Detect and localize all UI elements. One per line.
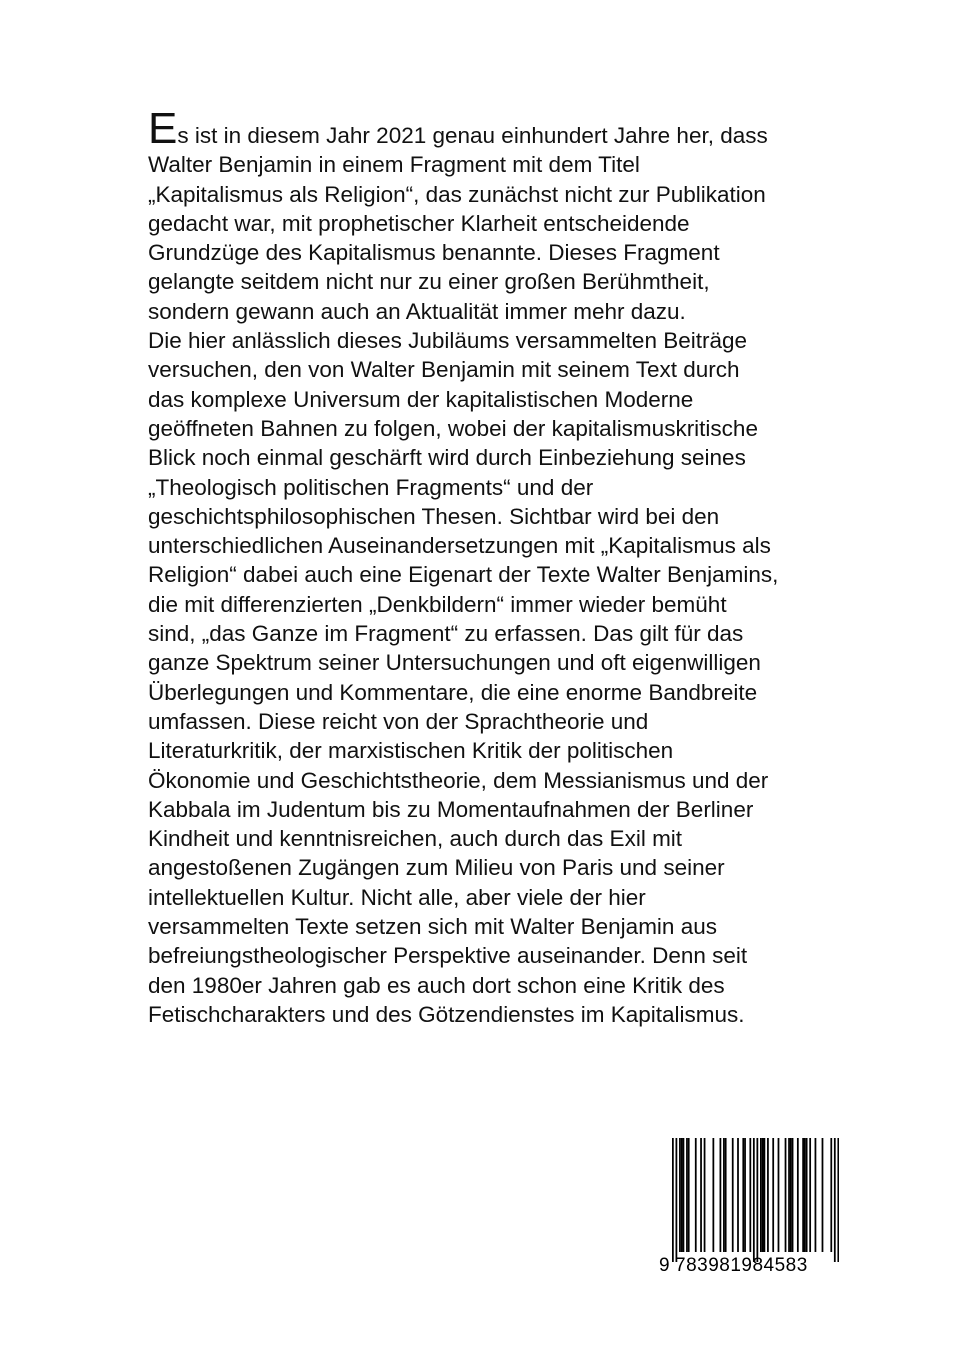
isbn-digits: 783981984583 [675, 1255, 808, 1276]
barcode-bar [679, 1138, 681, 1252]
blurb-line: Literaturkritik, der marxistischen Kritik der politischen [148, 738, 674, 764]
barcode-bar [683, 1138, 685, 1252]
barcode-bar [725, 1138, 727, 1252]
barcode-guard-bar [756, 1138, 758, 1262]
blurb-line: angestoßenen Zugängen zum Milieu von Paris und seiner [148, 855, 725, 881]
barcode-bar [785, 1138, 787, 1252]
blurb-line: Blick noch einmal geschärft wird durch Einbeziehung seines [148, 445, 746, 471]
barcode-bar [760, 1138, 762, 1252]
drop-cap: E [148, 104, 178, 153]
barcode-bar [802, 1138, 804, 1252]
barcode-bar [688, 1138, 690, 1252]
isbn-number [655, 1254, 839, 1278]
isbn-first-digit: 9 [659, 1255, 670, 1276]
blurb-line: „Theologisch politischen Fragments“ und der [148, 474, 594, 500]
blurb-line: gedacht war, mit prophetischer Klarheit entscheidende [148, 210, 690, 236]
blurb-line: Kindheit und kenntnisreichen, auch durch das Exil mit [148, 826, 683, 852]
barcode-bar [732, 1138, 734, 1252]
back-cover-blurb [148, 104, 868, 1029]
barcode-guard-bar [834, 1138, 836, 1262]
barcode-bar [764, 1138, 766, 1252]
barcode-bar [792, 1138, 794, 1252]
barcode-guard-bar [837, 1138, 839, 1262]
blurb-line: die mit differenzierten „Denkbildern“ immer wieder bemüht [148, 591, 727, 617]
blurb-line: Religion“ dabei auch eine Eigenart der Texte Walter Benjamins, [148, 562, 779, 588]
barcode-bar [681, 1138, 683, 1252]
blurb-line: gelangte seitdem nicht nur zu einer großen Berühmtheit, [148, 269, 710, 295]
blurb-line: Es ist in diesem Jahr 2021 genau einhundert Jahre her, dass [148, 104, 768, 153]
barcode-guard-bar [676, 1138, 678, 1262]
blurb-line: „Kapitalismus als Religion“, das zunächst nicht zur Publikation [148, 181, 766, 207]
barcode-bar [778, 1138, 780, 1252]
barcode-guard-bar [753, 1138, 755, 1262]
blurb-line: versuchen, den von Walter Benjamin mit seinem Text durch [148, 357, 740, 383]
blurb-line: den 1980er Jahren gab es auch dort schon eine Kritik des [148, 972, 725, 998]
barcode-bar [744, 1138, 746, 1252]
barcode-bar [790, 1138, 792, 1252]
blurb-line: geöffneten Bahnen zu folgen, wobei der kapitalismuskritische [148, 415, 758, 441]
barcode-bars [655, 1138, 839, 1262]
blurb-line: Kabbala im Judentum bis zu Momentaufnahmen der Berliner [148, 796, 754, 822]
blurb-line: Walter Benjamin in einem Fragment mit dem Titel [148, 152, 640, 178]
blurb-line: versammelten Texte setzen sich mit Walter Benjamin aus [148, 914, 717, 940]
barcode-bar [723, 1138, 725, 1252]
blurb-line: Ökonomie und Geschichtstheorie, dem Messianismus und der [148, 767, 769, 793]
blurb-line: ganze Spektrum seiner Untersuchungen und oft eigenwilligen [148, 650, 761, 676]
barcode-bar [767, 1138, 769, 1252]
barcode-bar [762, 1138, 764, 1252]
barcode-bar [815, 1138, 817, 1252]
barcode-bar [712, 1138, 714, 1252]
isbn-barcode [655, 1138, 839, 1278]
barcode-bar [797, 1138, 799, 1252]
blurb-line: intellektuellen Kultur. Nicht alle, aber viele der hier [148, 884, 646, 910]
barcode-bar [686, 1138, 688, 1252]
blurb-line: Überlegungen und Kommentare, die eine enorme Bandbreite [148, 679, 758, 705]
blurb-line: geschichtsphilosophischen Thesen. Sichtbar wird bei den [148, 503, 720, 529]
barcode-bar [700, 1138, 702, 1252]
barcode-bar [822, 1138, 824, 1252]
barcode-bar [788, 1138, 790, 1252]
barcode-bar [809, 1138, 811, 1252]
blurb-line: unterschiedlichen Auseinandersetzungen mit „Kapitalismus als [148, 533, 771, 559]
barcode-bar [720, 1138, 722, 1252]
blurb-line: umfassen. Diese reicht von der Sprachtheorie und [148, 708, 649, 734]
blurb-line: Die hier anlässlich dieses Jubiläums versammelten Beiträge [148, 328, 748, 354]
barcode-bar [830, 1138, 832, 1252]
barcode-bar [737, 1138, 739, 1252]
barcode-bar [704, 1138, 706, 1252]
blurb-line: das komplexe Universum der kapitalistischen Moderne [148, 386, 694, 412]
barcode-bar [742, 1138, 744, 1252]
barcode-bar [749, 1138, 751, 1252]
barcode-bar [695, 1138, 697, 1252]
blurb-line: sind, „das Ganze im Fragment“ zu erfassen. Das gilt für das [148, 621, 744, 647]
blurb-line: Fetischcharakters und des Götzendienstes im Kapitalismus. [148, 1001, 745, 1027]
barcode-bar [804, 1138, 806, 1252]
barcode-bar [806, 1138, 808, 1252]
blurb-line: Grundzüge des Kapitalismus benannte. Dieses Fragment [148, 240, 720, 266]
blurb-line: befreiungstheologischer Perspektive auseinander. Denn seit [148, 943, 748, 969]
barcode-bar [772, 1138, 774, 1252]
barcode-guard-bar [672, 1138, 674, 1262]
blurb-line: sondern gewann auch an Aktualität immer mehr dazu. [148, 298, 686, 324]
